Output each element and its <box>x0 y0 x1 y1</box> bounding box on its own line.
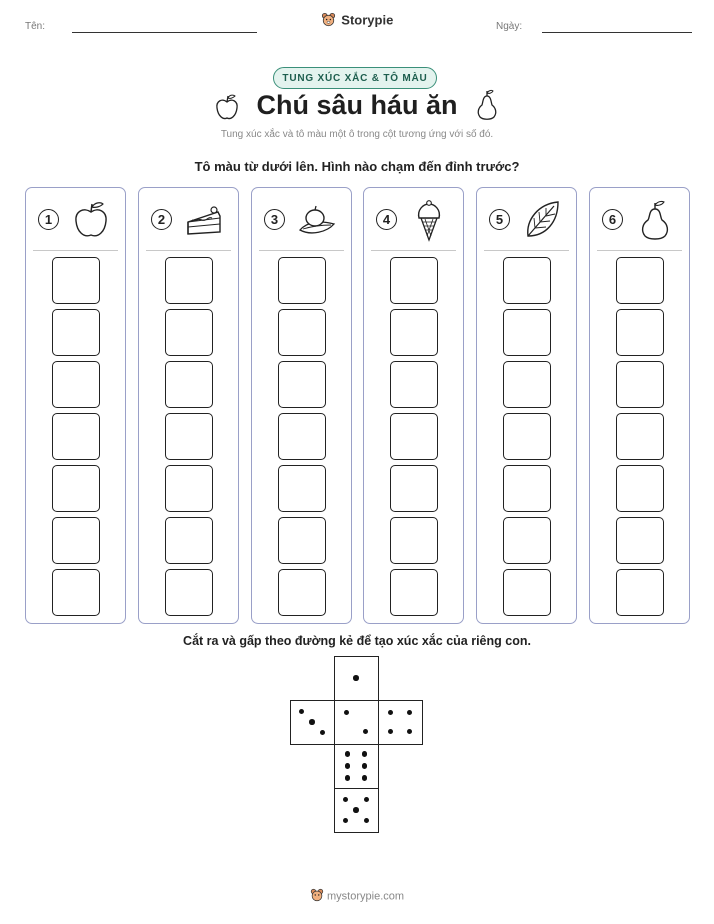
column-divider <box>371 250 456 251</box>
column-3 <box>251 187 352 624</box>
color-cell[interactable] <box>390 413 438 460</box>
color-cell[interactable] <box>503 569 551 616</box>
date-label: Ngày: <box>496 21 523 32</box>
bear-logo-icon <box>321 12 336 30</box>
column-header <box>252 188 351 250</box>
color-cell[interactable] <box>52 361 100 408</box>
die-pip <box>343 818 349 824</box>
die-pip <box>407 729 413 735</box>
die-pip <box>353 675 359 681</box>
color-cell[interactable] <box>165 569 213 616</box>
column-number: 1 <box>38 209 59 230</box>
column-divider <box>484 250 569 251</box>
column-header <box>590 188 689 250</box>
column-number: 3 <box>264 209 285 230</box>
color-cell[interactable] <box>278 569 326 616</box>
color-cell[interactable] <box>278 465 326 512</box>
color-cell[interactable] <box>390 569 438 616</box>
color-cell[interactable] <box>616 257 664 304</box>
color-cell[interactable] <box>52 569 100 616</box>
footer-url: mystorypie.com <box>327 890 405 903</box>
color-cell[interactable] <box>165 309 213 356</box>
die-pip <box>364 818 370 824</box>
die-pip <box>388 710 394 716</box>
die-pip <box>345 751 351 757</box>
cake-icon <box>184 198 224 242</box>
die-pip <box>345 775 351 781</box>
color-cell[interactable] <box>616 361 664 408</box>
color-cell[interactable] <box>278 361 326 408</box>
activity-badge: TUNG XÚC XẮC & TÔ MÀU <box>273 67 437 89</box>
color-cell[interactable] <box>616 309 664 356</box>
color-cell[interactable] <box>165 361 213 408</box>
color-cell[interactable] <box>165 517 213 564</box>
column-divider <box>33 250 118 251</box>
column-number: 5 <box>489 209 510 230</box>
color-cell[interactable] <box>390 517 438 564</box>
die-pip <box>362 763 368 769</box>
pear-icon <box>635 198 675 242</box>
date-line[interactable] <box>542 32 692 33</box>
die-pip <box>362 775 368 781</box>
color-cell[interactable] <box>278 257 326 304</box>
color-cell[interactable] <box>503 413 551 460</box>
color-cell[interactable] <box>503 309 551 356</box>
color-cell[interactable] <box>278 309 326 356</box>
page-title: Chú sâu háu ăn <box>256 90 458 120</box>
column-header <box>364 188 463 250</box>
die-pip <box>407 710 413 716</box>
subtitle: Tung xúc xắc và tô màu một ô trong cột tương ứng với số đó. <box>220 129 494 140</box>
column-2 <box>138 187 239 624</box>
brand-name: Storypie <box>341 12 394 28</box>
color-cell[interactable] <box>503 517 551 564</box>
color-cell[interactable] <box>390 465 438 512</box>
color-cell[interactable] <box>503 361 551 408</box>
column-divider <box>597 250 682 251</box>
color-cell[interactable] <box>165 413 213 460</box>
die-pip <box>363 729 369 735</box>
column-header <box>26 188 125 250</box>
color-cell[interactable] <box>616 569 664 616</box>
die-pip <box>388 729 394 735</box>
die-pip <box>364 797 370 803</box>
die-face-1 <box>334 656 379 701</box>
color-cell[interactable] <box>503 257 551 304</box>
title-pear-icon <box>474 88 500 122</box>
die-pip <box>344 710 350 716</box>
color-cell[interactable] <box>52 517 100 564</box>
color-cell[interactable] <box>52 413 100 460</box>
plum-icon <box>297 198 337 242</box>
column-4 <box>363 187 464 624</box>
color-cell[interactable] <box>616 413 664 460</box>
die-face-5 <box>334 788 379 833</box>
color-cell[interactable] <box>165 465 213 512</box>
color-cell[interactable] <box>165 257 213 304</box>
die-face-2 <box>334 700 379 745</box>
apple-icon <box>71 198 111 242</box>
die-pip <box>362 751 368 757</box>
footer <box>0 888 714 905</box>
die-pip <box>345 763 351 769</box>
die-pip <box>309 719 315 725</box>
column-number: 2 <box>151 209 172 230</box>
column-5 <box>476 187 577 624</box>
die-pip <box>353 807 359 813</box>
color-cell[interactable] <box>616 465 664 512</box>
color-cell[interactable] <box>52 465 100 512</box>
color-cell[interactable] <box>390 361 438 408</box>
column-divider <box>259 250 344 251</box>
color-cell[interactable] <box>390 257 438 304</box>
die-pip <box>299 709 305 715</box>
color-cell[interactable] <box>616 517 664 564</box>
column-number: 6 <box>602 209 623 230</box>
column-header <box>139 188 238 250</box>
name-line[interactable] <box>72 32 257 33</box>
color-cell[interactable] <box>278 413 326 460</box>
die-pip <box>343 797 349 803</box>
die-face-4 <box>378 700 423 745</box>
brand-logo <box>0 12 714 30</box>
column-divider <box>146 250 231 251</box>
color-cell[interactable] <box>390 309 438 356</box>
column-1 <box>25 187 126 624</box>
column-number: 4 <box>376 209 397 230</box>
color-cell[interactable] <box>278 517 326 564</box>
die-pip <box>320 730 326 736</box>
instruction: Tô màu từ dưới lên. Hình nào chạm đến đỉnh trước? <box>194 159 520 174</box>
color-cell[interactable] <box>52 309 100 356</box>
footer-bear-icon <box>310 888 324 905</box>
die-instruction: Cắt ra và gấp theo đường kẻ để tạo xúc xắc của riêng con. <box>183 634 531 648</box>
die-face-6 <box>334 744 379 789</box>
column-6 <box>589 187 690 624</box>
color-cell[interactable] <box>503 465 551 512</box>
column-header <box>477 188 576 250</box>
leaf-icon <box>522 198 562 242</box>
ice-cream-icon <box>409 198 449 242</box>
color-cell[interactable] <box>52 257 100 304</box>
name-label: Tên: <box>25 21 46 32</box>
die-face-3 <box>290 700 335 745</box>
